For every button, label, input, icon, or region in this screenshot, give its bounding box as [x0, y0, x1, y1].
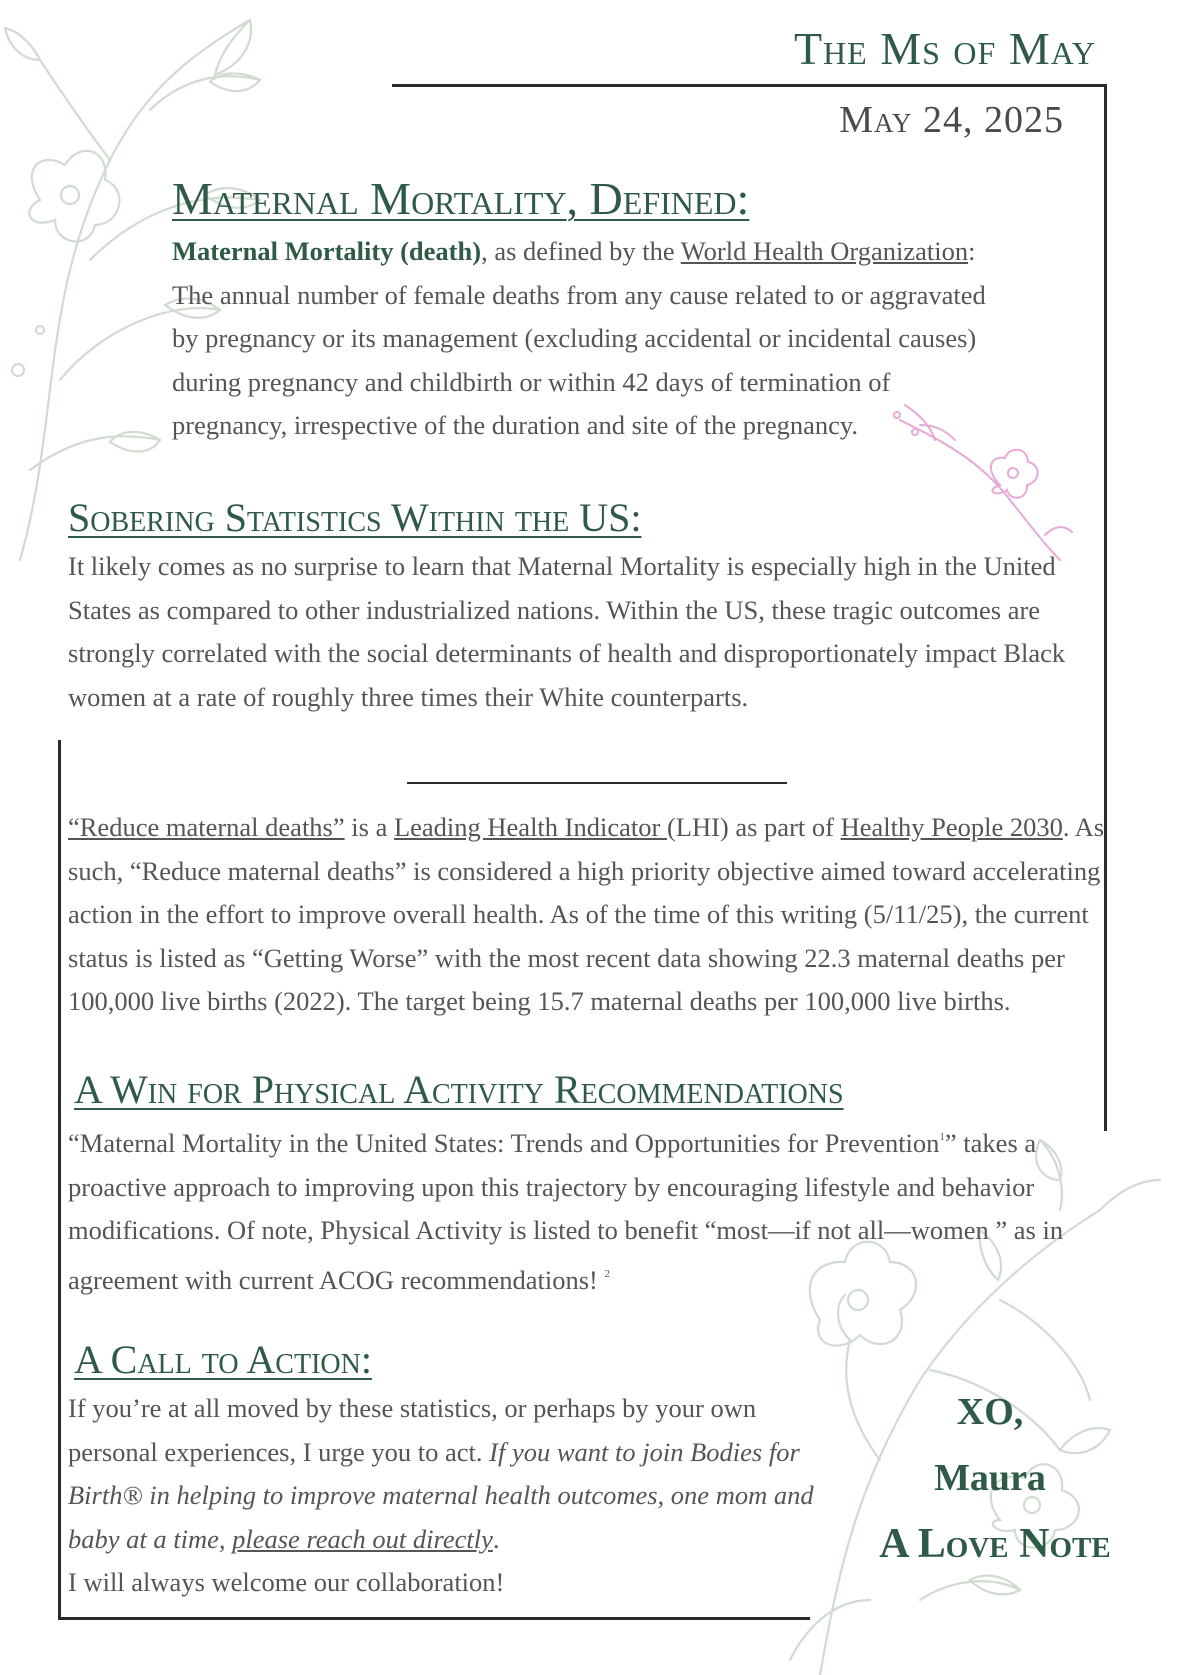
definition-term: Maternal Mortality (death)	[172, 236, 482, 266]
signoff-name: Maura	[934, 1457, 1046, 1499]
issue-date: May 24, 2025	[839, 99, 1064, 141]
lhi-text: is a	[344, 812, 394, 842]
definition-paragraph	[172, 230, 992, 448]
lhi-text-2: (LHI) as part of	[666, 812, 841, 842]
section-divider	[407, 782, 787, 784]
signoff-love-note: A Love Note	[879, 1521, 1111, 1567]
statistics-paragraph: It likely comes as no surprise to learn that Maternal Mortality is especially high in the United States as compared to other industrialized nations. Within the US, these tragic outcomes are strongly correlated with the social determinants of health and disproportionately impact Black women at a rate of roughly three times their White counterparts.	[68, 551, 1066, 712]
lhi-link[interactable]: Leading Health Indicator	[393, 812, 667, 842]
cta-closing: I will always welcome our collaboration!	[68, 1567, 505, 1597]
cta-text: If you’re at all moved by these statistics, or perhaps by your own personal experiences, I urge you to act.	[68, 1393, 757, 1467]
cta-period: .	[492, 1523, 500, 1554]
lhi-paragraph	[68, 806, 1108, 1024]
definition-body: : The annual number of female deaths from any cause related to or aggravated by pregnancy or its management (excluding accidental or incidental causes) during pregnancy and childbirth or within 42 days of termination of pregnancy, irrespective of the duration and site of the pregnancy.	[172, 236, 986, 440]
pa-text: “Maternal Mortality in the United States: Trends and Opportunities for Prevention	[68, 1128, 940, 1158]
section-heading-statistics: Sobering Statistics Within the US:	[68, 495, 642, 540]
masthead-title: The Ms of May	[793, 23, 1096, 74]
definition-text: , as defined by the	[481, 236, 681, 266]
footnote-1: 1	[939, 1131, 945, 1143]
top-rule	[392, 84, 1106, 87]
footnote-2: 2	[604, 1267, 610, 1280]
cta-italic: If you want to join Bodies for Birth® in helping to improve maternal health outcomes, one mom and baby at a time,	[68, 1436, 814, 1554]
healthy-people-link[interactable]: Healthy People 2030	[840, 812, 1063, 842]
lhi-body: . As such, “Reduce maternal deaths” is considered a high priority objective aimed toward accelerating action in the effort to improve overall health. As of the time of this writing (5/11/25), the current status is listed as “Getting Worse” with the most recent data showing 22.3 maternal deaths per 100,000 live births (2022). The target being 15.7 maternal deaths per 100,000 live births.	[68, 812, 1105, 1016]
bottom-rule	[58, 1617, 810, 1620]
section-heading-call-to-action: A Call to Action:	[74, 1337, 372, 1382]
call-to-action-paragraph	[68, 1387, 838, 1605]
reach-out-link[interactable]: please reach out directly	[232, 1523, 493, 1554]
pa-text-2: ” takes a proactive approach to improving upon this trajectory by encouraging lifestyle and behavior modifications. Of note, Physical Activity is listed to benefit “most—if not all—women ” as in agreement with current ACOG recommendations!	[68, 1128, 1064, 1295]
physical-activity-paragraph	[68, 1116, 1108, 1302]
reduce-deaths-link[interactable]: “Reduce maternal deaths”	[68, 812, 345, 842]
signoff-xo: XO,	[956, 1391, 1024, 1433]
section-heading-physical-activity: A Win for Physical Activity Recommendations	[74, 1067, 844, 1112]
left-border	[58, 740, 61, 1620]
section-heading-definition: Maternal Mortality, Defined:	[172, 173, 750, 224]
who-link[interactable]: World Health Organization	[680, 236, 969, 266]
